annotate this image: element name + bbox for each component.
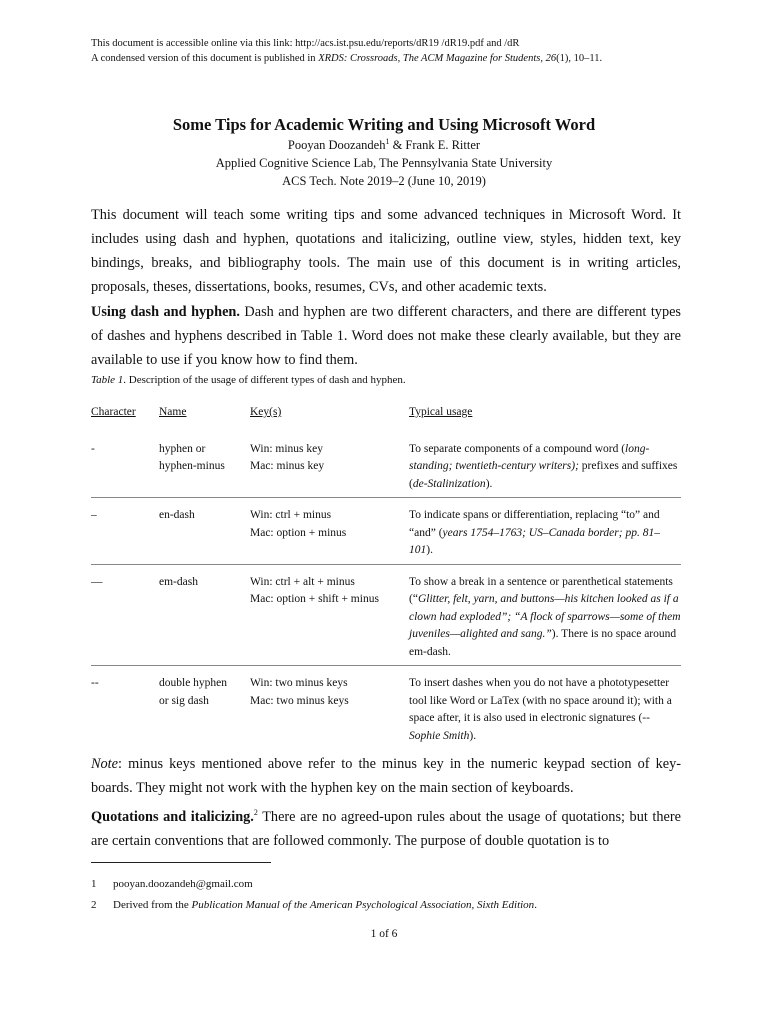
note-text: : minus keys mentioned above refer to the minus key in the numeric keypad section of key-boards. They might not work with the hyphen key on the main section of keyboards. bbox=[91, 756, 681, 796]
header-prefix: This document is accessible online via this link: bbox=[91, 38, 293, 49]
footnote-divider bbox=[91, 862, 271, 863]
cell-name: en-dash bbox=[159, 498, 250, 565]
footnote-source: Publication Manual of the American Psychological Association, Sixth Edition bbox=[191, 899, 535, 911]
intro-paragraph: This document will teach some writing tips and some advanced techniques in Microsoft Word. It includes using dash and hyphen, quotations and italicizing, outline view, styles, hidden text, key bindings, breaks, and bibliography tools. The main use of this document is in writing articles, proposals, theses, dissertations, books, resumes, CVs, and other academic texts. bbox=[91, 207, 681, 295]
footnote-ref-2[interactable]: 2 bbox=[253, 808, 258, 818]
table-caption-label: Table 1 bbox=[91, 374, 124, 386]
col-header-keys: Key(s) bbox=[250, 406, 282, 418]
dash-section-body: Dash and hyphen are two different characters, and there are different types of dashes and hyphens described in Table 1. Word does not make these clearly available, but they are available to use if you know how to find them. bbox=[91, 304, 681, 368]
footnote-email[interactable]: pooyan.doozandeh@gmail.com bbox=[113, 878, 253, 890]
header-line-1 bbox=[91, 36, 602, 51]
tech-note: ACS Tech. Note 2019–2 (June 10, 2019) bbox=[282, 174, 486, 188]
cell-keys: Win: minus key Mac: minus key bbox=[250, 442, 325, 472]
table-caption bbox=[91, 374, 406, 386]
cell-character: — bbox=[91, 564, 159, 666]
cell-keys: Win: ctrl + alt + minus Mac: option + shift + minus bbox=[250, 564, 409, 666]
cell-usage: To insert dashes when you do not have a phototypesetter tool like Word or LaTex (with no space around it); with a space after, it is also used in electronic signatures (-- Sophie Smith). bbox=[409, 666, 681, 750]
page-header bbox=[91, 36, 602, 66]
cell-character: – bbox=[91, 498, 159, 565]
footnote-number: 2 bbox=[91, 899, 97, 911]
footnote-2: 2 Derived from the Publication Manual of the American Psychological Association, Sixth Edition. bbox=[91, 899, 537, 911]
header-link[interactable]: http://acs.ist.psu.edu/reports/dR19 /dR19.pdf and /dR bbox=[295, 38, 520, 49]
col-header-character: Character bbox=[91, 406, 136, 418]
document-title: Some Tips for Academic Writing and Using Microsoft Word bbox=[172, 115, 596, 134]
col-header-usage: Typical usage bbox=[409, 406, 473, 418]
table-caption-text: . Description of the usage of different types of dash and hyphen. bbox=[123, 374, 406, 386]
table-row bbox=[91, 498, 681, 565]
footnote-text: Derived from the bbox=[113, 899, 192, 911]
note-paragraph bbox=[91, 752, 681, 800]
cell-keys: Win: ctrl + minus Mac: option + minus bbox=[250, 498, 409, 565]
cell-usage: To show a break in a sentence or parenthetical statements (“Glitter, felt, yarn, and buttons—his kitchen looked as if a clown had exploded”; “A flock of sparrows—some of them juveniles—alighted and sang.”). There is no space around em-dash. bbox=[409, 564, 681, 666]
quotations-paragraph bbox=[91, 805, 681, 853]
cell-name: hyphen or hyphen-minus bbox=[159, 442, 225, 472]
footnote-number: 1 bbox=[91, 878, 97, 890]
title-block bbox=[0, 114, 768, 190]
quotations-body: There are no agreed-upon rules about the usage of quotations; but there are certain conventions that are followed commonly. The purpose of double quotation is to bbox=[91, 809, 681, 849]
affiliation: Applied Cognitive Science Lab, The Pennsylvania State University bbox=[215, 156, 553, 170]
dash-section-paragraph bbox=[91, 300, 681, 372]
cell-usage: To separate components of a compound word (long-standing; twentieth-century writers); prefixes and suffixes (de-Stalinization). bbox=[409, 442, 678, 490]
note-label: Note bbox=[91, 756, 119, 772]
page-number: 1 of 6 bbox=[370, 928, 398, 940]
cell-usage: To indicate spans or differentiation, replacing “to” and “and” (years 1754–1763; US–Canada border; pp. 81–101). bbox=[409, 498, 681, 565]
table-header-row bbox=[91, 404, 681, 432]
author-2: & Frank E. Ritter bbox=[389, 138, 481, 152]
quotations-heading: Quotations and italicizing. bbox=[91, 809, 254, 825]
author-1: Pooyan Doozandeh bbox=[287, 138, 386, 152]
footnote-ref-1[interactable]: 1 bbox=[385, 136, 390, 146]
dash-section-heading: Using dash and hyphen. bbox=[91, 304, 240, 320]
header-prefix-2: A condensed version of this document is published in bbox=[91, 53, 316, 64]
cell-name: em-dash bbox=[159, 564, 250, 666]
dash-table bbox=[91, 404, 681, 749]
journal-name: XRDS: Crossroads, The ACM Magazine for Students, 26 bbox=[318, 53, 557, 64]
cell-name: double hyphen or sig dash bbox=[159, 666, 250, 750]
header-line-2 bbox=[91, 51, 602, 66]
journal-issue: (1), 10–11. bbox=[556, 53, 603, 64]
cell-character: -- bbox=[91, 666, 159, 750]
table-row bbox=[91, 564, 681, 666]
table-row bbox=[91, 432, 681, 498]
authors bbox=[0, 136, 768, 154]
col-header-name: Name bbox=[159, 406, 187, 418]
cell-character: - bbox=[91, 442, 95, 455]
table-row bbox=[91, 666, 681, 750]
footnote-1 bbox=[91, 877, 253, 891]
cell-keys: Win: two minus keys Mac: two minus keys bbox=[250, 666, 409, 750]
